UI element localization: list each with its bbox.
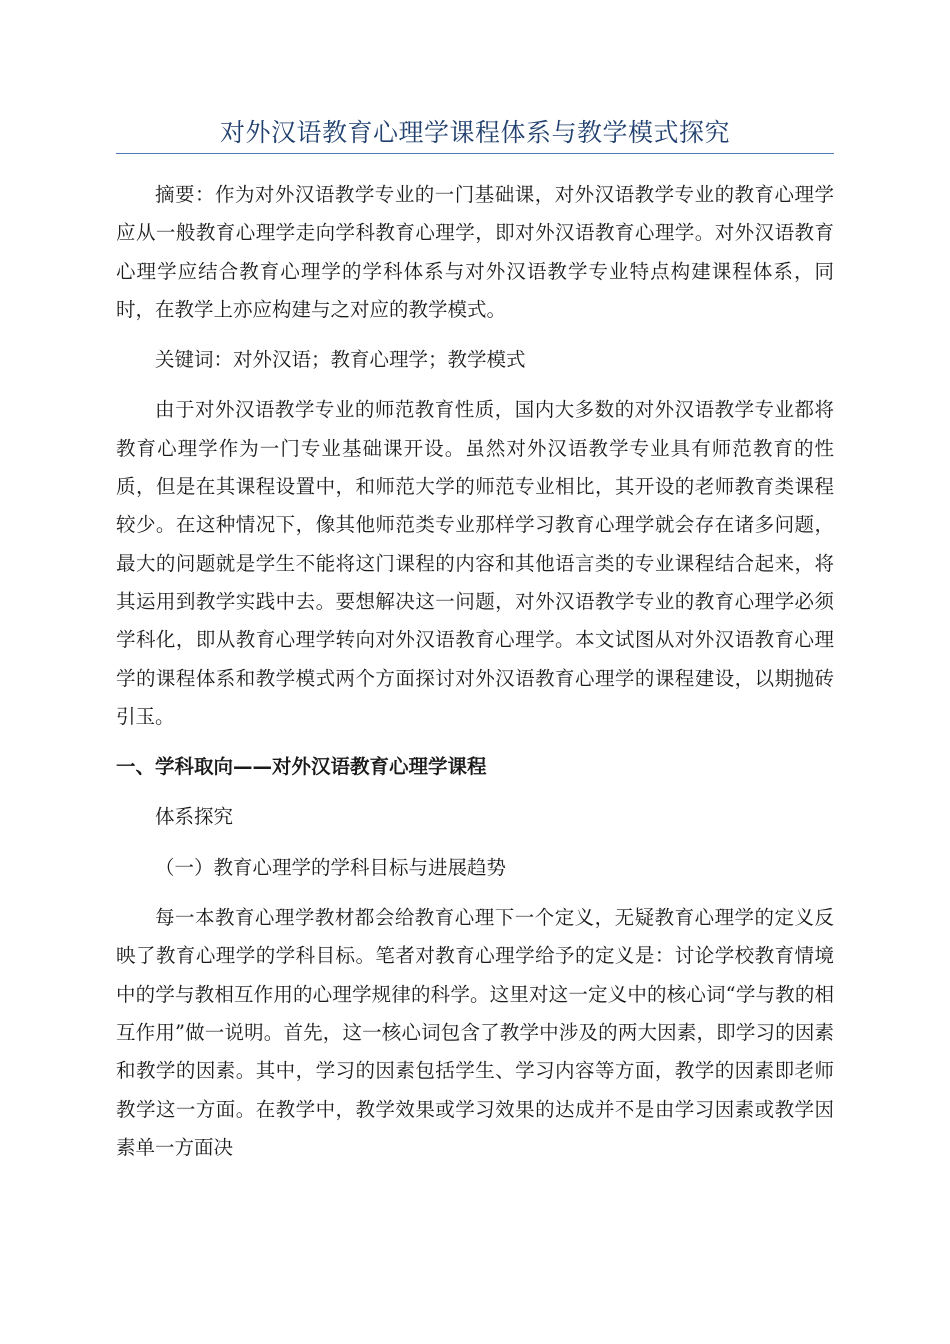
keywords-line: 关键词：对外汉语；教育心理学；教学模式 (155, 348, 526, 372)
definition-paragraph: 每一本教育心理学教材都会给教育心理下一个定义，无疑教育心理学的定义反映了教育心理学的学科目标。笔者对教育心理学给予的定义是：讨论学校教育情境中的学与教相互作用的心理学规律的科学。这里对这一定义中的核心词“学与教的相互作用”做一说明。首先，这一核心词包含了教学中涉及的两大因素，即学习的因素和教学的因素。其中，学习的因素包括学生、学习内容等方面，教学的因素即老师教学这一方面。在教学中，教学效果或学习效果的达成并不是由学习因素或教学因素单一方面决 (116, 906, 834, 1159)
subsection-heading: （一）教育心理学的学科目标与进展趋势 (155, 855, 507, 879)
section-heading-continuation: 体系探究 (155, 805, 234, 829)
abstract-paragraph: 摘要：作为对外汉语教学专业的一门基础课，对外汉语教学专业的教育心理学应从一般教育心理学走向学科教育心理学，即对外汉语教育心理学。对外汉语教育心理学应结合教育心理学的学科体系与对外汉语教学专业特点构建课程体系，同时，在教学上亦应构建与之对应的教学模式。 (116, 183, 834, 321)
document-title: 对外汉语教育心理学课程体系与教学模式探究 (219, 118, 730, 147)
document-body (116, 176, 834, 1167)
intro-paragraph: 由于对外汉语教学专业的师范教育性质，国内大多数的对外汉语教学专业都将教育心理学作为一门专业基础课开设。虽然对外汉语教学专业具有师范教育的性质，但是在其课程设置中，和师范大学的师范专业相比，其开设的老师教育类课程较少。在这种情况下，像其他师范类专业那样学习教育心理学就会存在诸多问题，最大的问题就是学生不能将这门课程的内容和其他语言类的专业课程结合起来，将其运用到教学实践中去。要想解决这一问题，对外汉语教学专业的教育心理学必须学科化，即从教育心理学转向对外汉语教育心理学。本文试图从对外汉语教育心理学的课程体系和教学模式两个方面探讨对外汉语教育心理学的课程建设，以期抛砖引玉。 (116, 398, 834, 728)
title-underline (116, 153, 834, 154)
section-heading: 一、学科取向——对外汉语教育心理学课程 (116, 755, 487, 779)
